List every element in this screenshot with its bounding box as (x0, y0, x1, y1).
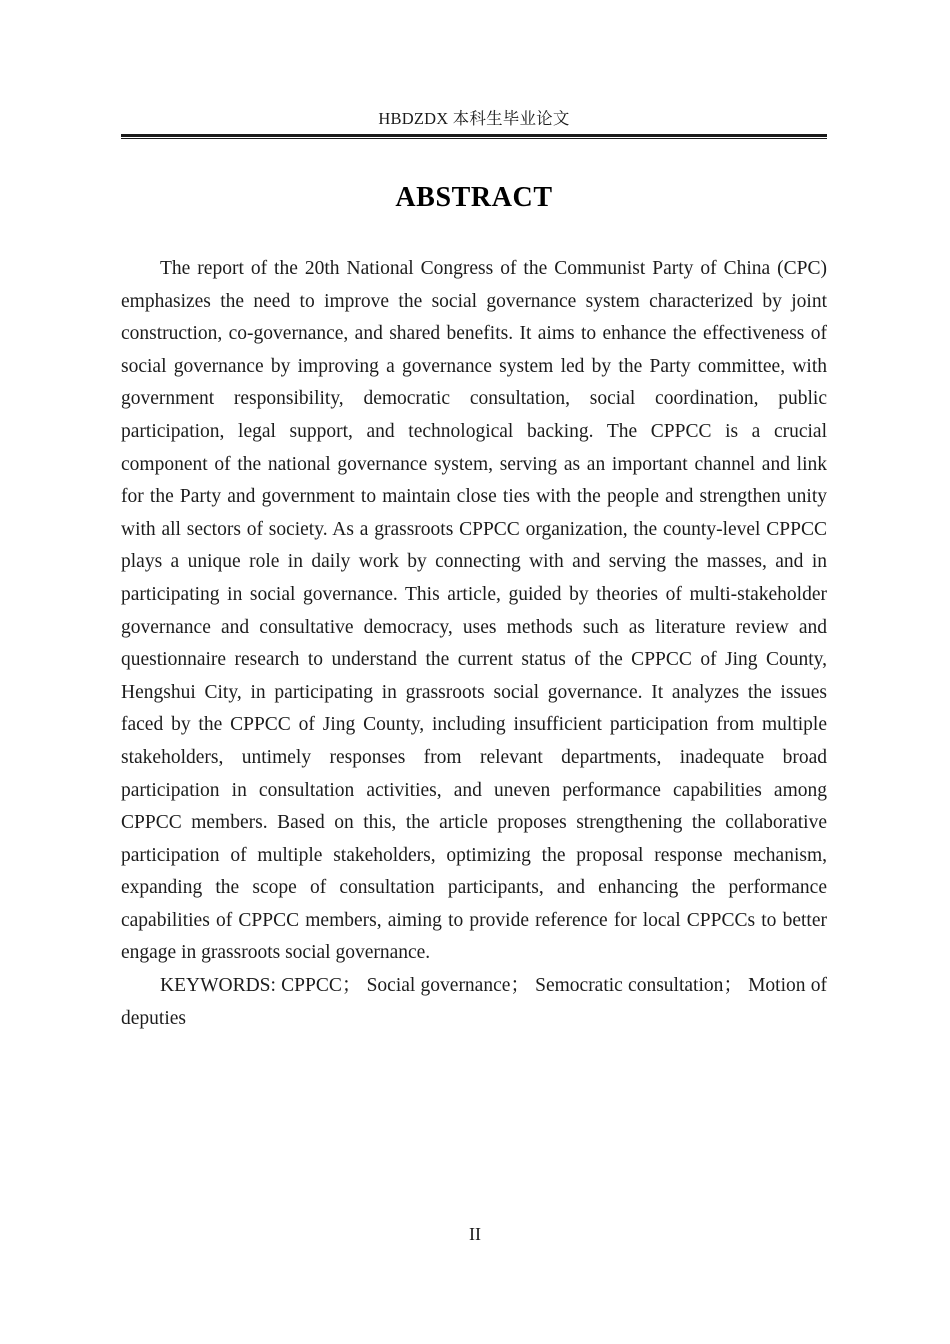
running-header-title: HBDZDX 本科生毕业论文 (378, 109, 570, 128)
header-rule-thin (121, 138, 827, 139)
page-header (121, 108, 827, 139)
keywords-line (121, 970, 827, 1035)
keywords-text: KEYWORDS: CPPCC； Social governance； Semocratic consultation； Motion of deputies (121, 975, 827, 1029)
page-content (121, 181, 827, 1035)
page-footer (0, 1222, 950, 1246)
page-title: ABSTRACT (395, 182, 553, 213)
header-double-rule (121, 134, 827, 139)
abstract-paragraph-text: The report of the 20th National Congress of the Communist Party of China (CPC) emphasizes the need to improve the social governance system characterized by joint construction, co-governance, and shared benefits. It aims to enhance the effectiveness of social governance by improving a governance system led by the Party committee, with government responsibility, democratic consultation, social coordination, public participation, legal support, and technological backing. The CPPCC is a crucial component of the national governance system, serving as an important channel and link for the Party and government to maintain close ties with the people and strengthen unity with all sectors of society. As a grassroots CPPCC organization, the county-level CPPCC plays a unique role in daily work by connecting with and serving the masses, and in participating in social governance. This article, guided by theories of multi-stakeholder governance and consultative democracy, uses methods such as literature review and questionnaire research to understand the current status of the CPPCC of Jing County, Hengshui City, in participating in grassroots social governance. It analyzes the issues faced by the CPPCC of Jing County, including insufficient participation from multiple stakeholders, untimely responses from relevant departments, inadequate broad participation in consultation activities, and uneven performance capabilities among CPPCC members. Based on this, the article proposes strengthening the collaborative participation of multiple stakeholders, optimizing the proposal response mechanism, expanding the scope of consultation participants, and enhancing the performance capabilities of CPPCC members, aiming to provide reference for local CPPCCs to better engage in grassroots social governance. (121, 258, 827, 964)
abstract-paragraph (121, 253, 827, 970)
footer-page-number: II (469, 1224, 481, 1244)
